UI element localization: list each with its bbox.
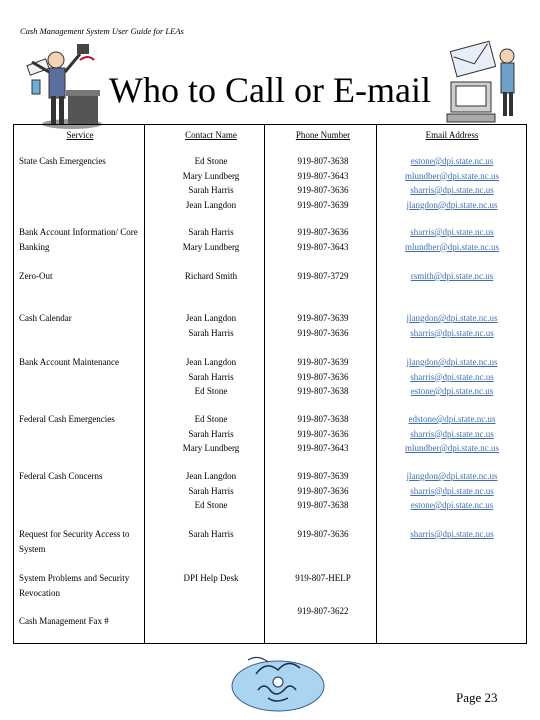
service-label: Zero-Out [19, 271, 53, 281]
service-label: Federal Cash Emergencies [19, 414, 115, 424]
phone-number: 919-807-3643 [297, 170, 349, 181]
contact-name: Sarah Harris [188, 327, 234, 338]
service-label: Federal Cash Concerns [19, 471, 103, 481]
email-link[interactable]: sharris@dpi.state.nc.us [410, 327, 494, 338]
phone-number: 919-807-3636 [297, 371, 349, 382]
contact-name: Mary Lundberg [182, 241, 240, 252]
email-link[interactable]: jlangdon@dpi.state.nc.us [406, 471, 498, 481]
email-link[interactable]: estone@dpi.state.nc.us [410, 500, 494, 510]
phone-number: 919-807-3639 [297, 471, 349, 481]
contact-name: Richard Smith [184, 271, 238, 281]
phone-number: 919-807-3638 [297, 386, 349, 396]
phone-number: 919-807-3638 [297, 156, 349, 166]
header-contact-name: Contact Name [185, 130, 237, 140]
phone-number: 919-807-3636 [297, 485, 349, 496]
service-label: Bank Account Information/ Core Banking [19, 227, 138, 252]
email-link[interactable]: sharris@dpi.state.nc.us [410, 371, 494, 382]
contact-name: Sarah Harris [188, 227, 234, 237]
phone-number: 919-807-3636 [297, 428, 349, 439]
phone-number: 919-807-3729 [297, 271, 349, 281]
phone-number: 919-807-3643 [297, 443, 349, 453]
contact-name: DPI Help Desk [183, 573, 239, 583]
email-link[interactable]: sharris@dpi.state.nc.us [410, 185, 494, 195]
contact-name: Ed Stone [194, 386, 228, 396]
email-link[interactable]: estone@dpi.state.nc.us [410, 386, 494, 396]
email-link[interactable]: jlangdon@dpi.state.nc.us [406, 357, 498, 367]
contact-name: Jean Langdon [185, 471, 237, 481]
email-link[interactable]: rsmith@dpi.state.nc.us [410, 271, 494, 281]
phone-number: 919-807-3639 [297, 313, 349, 323]
phone-number: 919-807-3638 [297, 414, 349, 424]
service-label: State Cash Emergencies [19, 156, 106, 166]
page-number: Page 23 [456, 690, 498, 705]
contact-name: Jean Langdon [185, 357, 237, 367]
contact-table [13, 124, 527, 644]
service-label: Bank Account Maintenance [19, 357, 119, 367]
fax-number: 919-807-3622 [297, 606, 349, 616]
phone-number: 919-807-3643 [297, 241, 349, 252]
email-link[interactable]: mlundber@dpi.state.nc.us [404, 443, 500, 453]
email-link[interactable]: sharris@dpi.state.nc.us [410, 227, 494, 237]
contact-name: Mary Lundberg [182, 170, 240, 181]
contact-name: Sarah Harris [188, 185, 234, 195]
contact-name: Jean Langdon [185, 313, 237, 323]
header-phone: Phone Number [295, 130, 351, 140]
service-label: Request for Security Access to System [19, 529, 130, 554]
doc-header: Cash Management System User Guide for LEAs [20, 26, 184, 36]
phone-number: 919-807-3636 [297, 185, 349, 195]
header-service: Service [66, 130, 94, 140]
email-link[interactable]: estone@dpi.state.nc.us [410, 156, 494, 166]
header-email: Email Address [425, 130, 479, 140]
fax-label: Cash Management Fax # [19, 616, 109, 626]
email-link[interactable]: sharris@dpi.state.nc.us [410, 485, 494, 496]
service-label: System Problems and Security Revocation [19, 573, 130, 598]
email-link[interactable]: mlundber@dpi.state.nc.us [404, 170, 500, 181]
phone-number: 919-807-3636 [297, 327, 349, 338]
contact-name: Sarah Harris [188, 529, 234, 539]
contact-name: Sarah Harris [188, 371, 234, 382]
contact-name: Ed Stone [194, 156, 228, 166]
phone-number: 919-807-HELP [295, 573, 351, 583]
phone-number: 919-807-3639 [297, 199, 349, 210]
email-link[interactable]: jlangdon@dpi.state.nc.us [406, 199, 498, 210]
phone-number: 919-807-3639 [297, 357, 349, 367]
email-link[interactable]: mlundber@dpi.state.nc.us [404, 241, 500, 252]
phone-number: 919-807-3636 [297, 227, 349, 237]
page-title: Who to Call or E-mail [109, 70, 431, 110]
contact-name: Sarah Harris [188, 428, 234, 439]
contact-name: Ed Stone [194, 414, 228, 424]
contact-name: Sarah Harris [188, 485, 234, 496]
email-link[interactable]: jlangdon@dpi.state.nc.us [406, 313, 498, 323]
column-divider [144, 125, 145, 643]
email-link[interactable]: sharris@dpi.state.nc.us [410, 529, 494, 539]
email-link[interactable]: edstone@dpi.state.nc.us [408, 414, 496, 424]
email-link[interactable]: sharris@dpi.state.nc.us [410, 428, 494, 439]
contact-name: Jean Langdon [185, 199, 237, 210]
phone-number: 919-807-3638 [297, 500, 349, 510]
phone-number: 919-807-3636 [297, 529, 349, 539]
contact-name: Mary Lundberg [182, 443, 240, 453]
contact-name: Ed Stone [194, 500, 228, 510]
service-label: Cash Calendar [19, 313, 72, 323]
nc-dpi-logo [228, 652, 328, 714]
